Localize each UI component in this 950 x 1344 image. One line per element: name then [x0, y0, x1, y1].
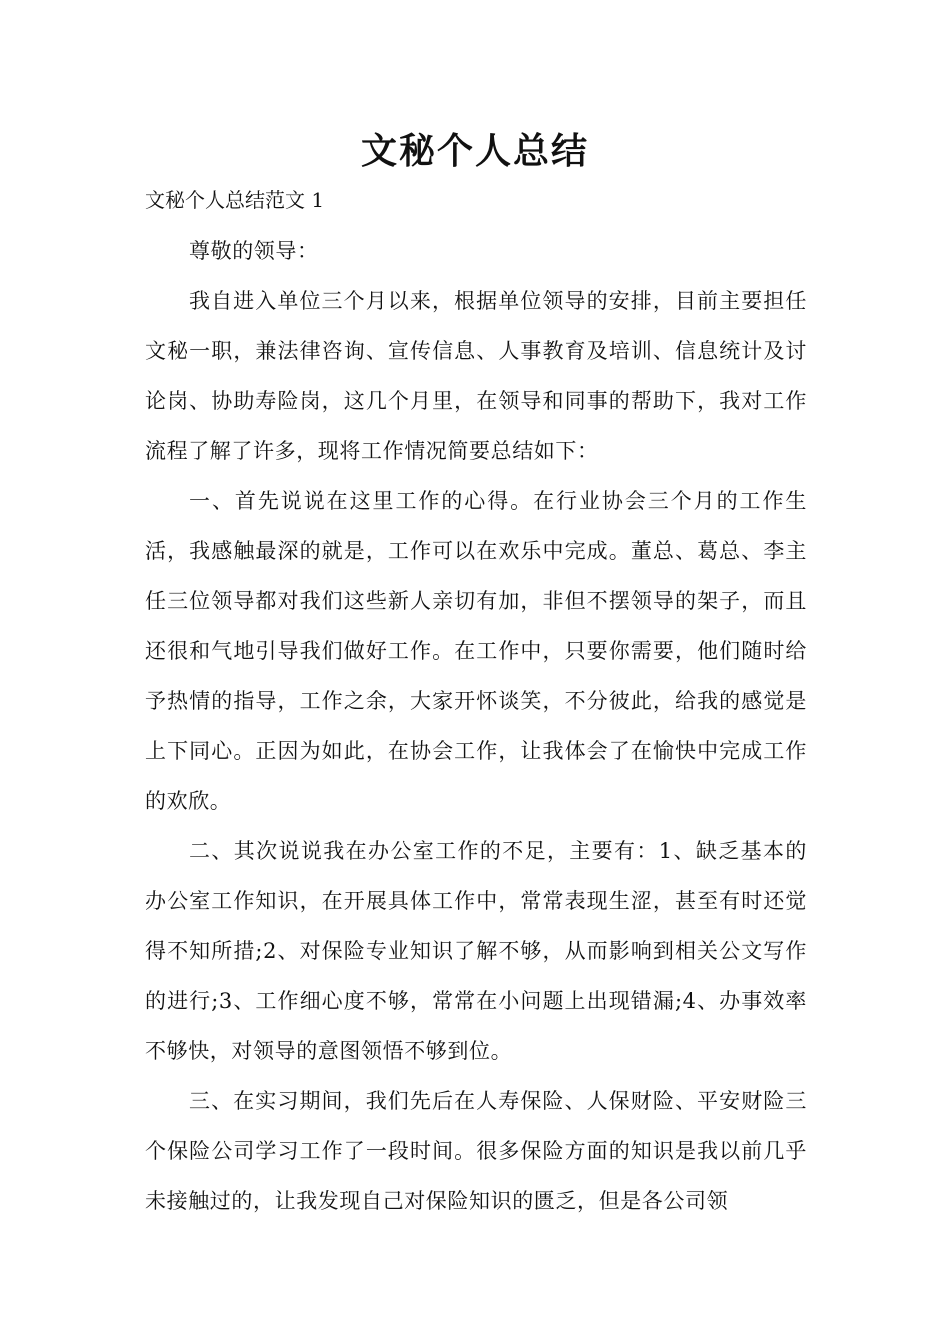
paragraph-greeting: 尊敬的领导： [189, 239, 319, 263]
paragraph-section-2: 二、其次说说我在办公室工作的不足，主要有：1、缺乏基本的办公室工作知识，在开展具体工作中，常常表现生涩，甚至有时还觉得不知所措;2、对保险专业知识了解不够，从而影响到相关公文写作的进行;3、工作细心度不够，常常在小问题上出现错漏;4、办事效率不够快，对领导的意图领悟不够到位。 [145, 839, 807, 1063]
paragraph-intro: 我自进入单位三个月以来，根据单位领导的安排，目前主要担任文秘一职，兼法律咨询、宣传信息、人事教育及培训、信息统计及讨论岗、协助寿险岗，这几个月里，在领导和同事的帮助下，我对工作流程了解了许多，现将工作情况简要总结如下： [145, 289, 807, 463]
document-body [145, 226, 807, 1226]
paragraph-section-1: 一、首先说说在这里工作的心得。在行业协会三个月的工作生活，我感触最深的就是，工作可以在欢乐中完成。董总、葛总、李主任三位领导都对我们这些新人亲切有加，非但不摆领导的架子，而且还很和气地引导我们做好工作。在工作中，只要你需要，他们随时给予热情的指导，工作之余，大家开怀谈笑，不分彼此，给我的感觉是上下同心。正因为如此，在协会工作，让我体会了在愉快中完成工作的欢欣。 [145, 489, 807, 813]
document-subtitle: 文秘个人总结范文 1 [145, 188, 325, 212]
paragraph-section-3: 三、在实习期间，我们先后在人寿保险、人保财险、平安财险三个保险公司学习工作了一段时间。很多保险方面的知识是我以前几乎未接触过的，让我发现自己对保险知识的匮乏，但是各公司领 [145, 1089, 807, 1213]
document-title: 文秘个人总结 [360, 131, 589, 172]
